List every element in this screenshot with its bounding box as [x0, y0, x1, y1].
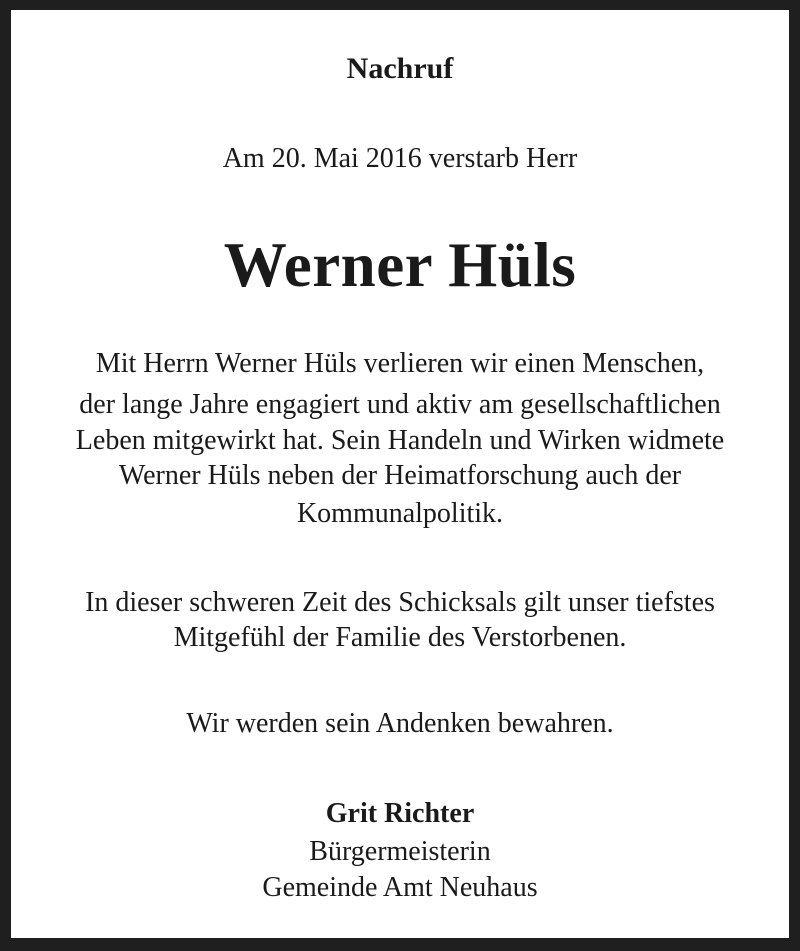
- notice-heading: Nachruf: [346, 52, 454, 85]
- paragraph1-line: Leben mitgewirkt hat. Sein Handeln und Wirken widmete: [75, 425, 725, 456]
- paragraph1-line: der lange Jahre engagiert und aktiv am gesellschaftlichen: [79, 389, 721, 420]
- paragraph2-line: In dieser schweren Zeit des Schicksals gilt unser tiefstes: [85, 587, 715, 618]
- paragraph1-line: Mit Herrn Werner Hüls verlieren wir einen Menschen,: [95, 348, 705, 379]
- signature-name: Grit Richter: [325, 798, 475, 829]
- deceased-name: Werner Hüls: [223, 230, 577, 300]
- paragraph2-line: Mitgefühl der Familie des Verstorbenen.: [173, 622, 627, 653]
- paragraph1-line: Kommunalpolitik.: [296, 498, 504, 529]
- paragraph1-line: Werner Hüls neben der Heimatforschung auch der: [118, 460, 682, 491]
- closing-line: Wir werden sein Andenken bewahren.: [186, 708, 614, 739]
- signature-title: Bürgermeisterin: [309, 836, 491, 867]
- intro-line: Am 20. Mai 2016 verstarb Herr: [222, 143, 578, 174]
- signature-organization: Gemeinde Amt Neuhaus: [262, 872, 538, 903]
